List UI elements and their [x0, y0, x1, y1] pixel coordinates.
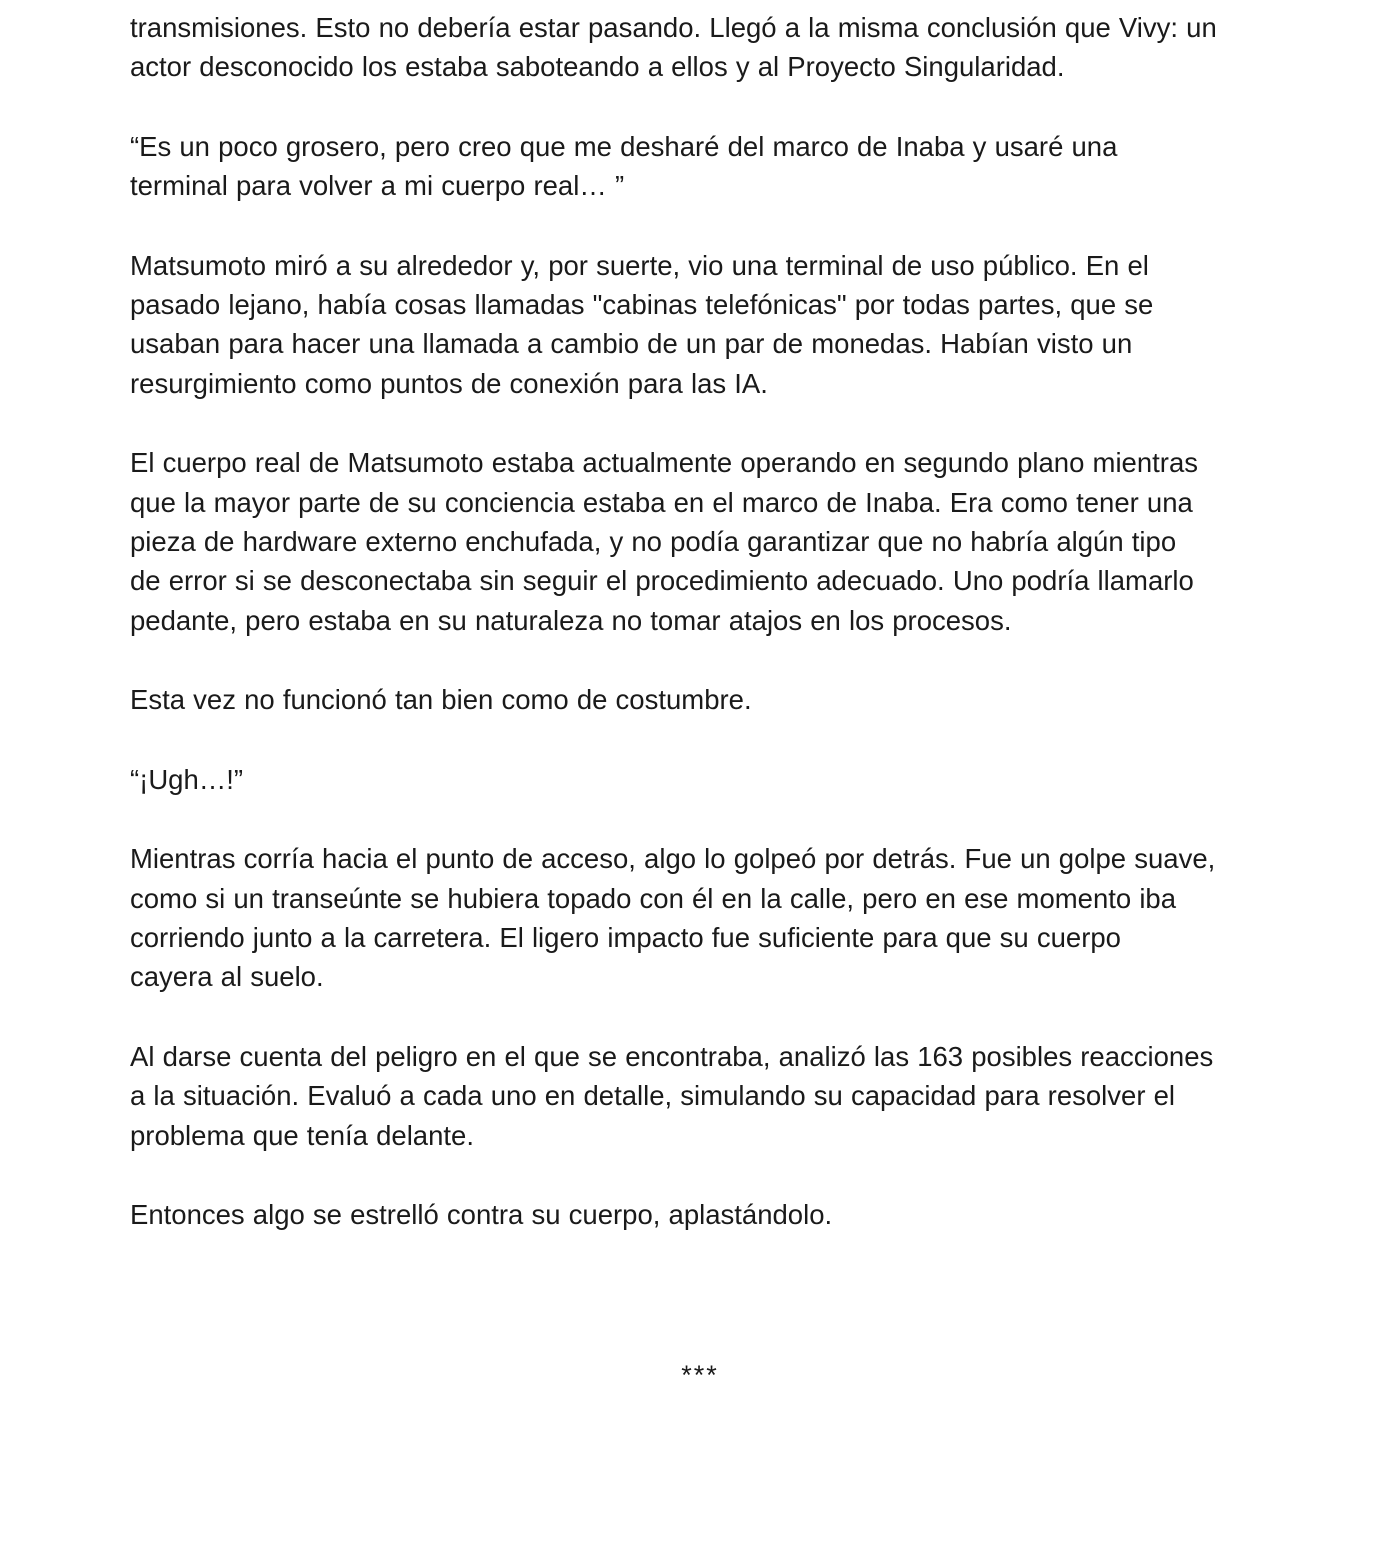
- paragraph-line: “¡Ugh…!”: [130, 763, 244, 795]
- paragraph-line: terminal para volver a mi cuerpo real… ”: [130, 170, 625, 202]
- paragraph-8: [130, 1037, 1280, 1155]
- paragraph-2: [130, 127, 1280, 206]
- paragraph-3: [130, 246, 1280, 404]
- paragraph-line: transmisiones. Esto no debería estar pasando. Llegó a la misma conclusión que Vivy: un: [130, 12, 1217, 43]
- paragraph-line: pieza de hardware externo enchufada, y no podía garantizar que no habría algún tipo: [130, 526, 1177, 558]
- paragraph-line: pedante, pero estaba en su naturaleza no tomar atajos en los procesos.: [130, 604, 1012, 636]
- paragraph-line: como si un transeúnte se hubiera topado con él en la calle, pero en ese momento iba: [130, 882, 1177, 914]
- paragraph-9: [130, 1195, 1280, 1234]
- paragraph-line: “Es un poco grosero, pero creo que me desharé del marco de Inaba y usaré una: [130, 130, 1118, 162]
- paragraph-line: que la mayor parte de su conciencia estaba en el marco de Inaba. Era como tener una: [130, 486, 1193, 518]
- paragraph-line: usaban para hacer una llamada a cambio de un par de monedas. Habían visto un: [130, 328, 1133, 360]
- scene-separator: ***: [681, 1360, 719, 1390]
- paragraph-line: corriendo junto a la carretera. El ligero impacto fue suficiente para que su cuerpo: [130, 921, 1121, 953]
- paragraph-line: de error si se desconectaba sin seguir el procedimiento adecuado. Uno podría llamarlo: [130, 565, 1194, 597]
- paragraph-6: [130, 760, 1280, 799]
- paragraph-line: Al darse cuenta del peligro en el que se encontraba, analizó las 163 posibles reacciones: [130, 1040, 1214, 1072]
- paragraph-line: cayera al suelo.: [130, 961, 324, 993]
- paragraph-line: pasado lejano, había cosas llamadas "cabinas telefónicas" por todas partes, que se: [130, 289, 1154, 321]
- paragraph-1: [130, 8, 1280, 87]
- paragraph-4: [130, 443, 1280, 640]
- paragraph-line: El cuerpo real de Matsumoto estaba actualmente operando en segundo plano mientras: [130, 447, 1198, 479]
- paragraph-line: actor desconocido los estaba saboteando a ellos y al Proyecto Singularidad.: [130, 51, 1065, 83]
- paragraph-line: resurgimiento como puntos de conexión para las IA.: [130, 367, 768, 399]
- paragraph-line: a la situación. Evaluó a cada uno en detalle, simulando su capacidad para resolver el: [130, 1080, 1176, 1112]
- paragraph-line: Esta vez no funcionó tan bien como de costumbre.: [130, 684, 752, 716]
- paragraph-5: [130, 680, 1280, 719]
- paragraph-7: [130, 839, 1280, 997]
- paragraph-line: problema que tenía delante.: [130, 1119, 474, 1151]
- paragraph-line: Entonces algo se estrelló contra su cuerpo, aplastándolo.: [130, 1198, 833, 1230]
- paragraph-line: Mientras corría hacia el punto de acceso, algo lo golpeó por detrás. Fue un golpe suave,: [130, 843, 1216, 875]
- paragraph-line: Matsumoto miró a su alrededor y, por suerte, vio una terminal de uso público. En el: [130, 249, 1149, 281]
- document-page: [130, 8, 1280, 1274]
